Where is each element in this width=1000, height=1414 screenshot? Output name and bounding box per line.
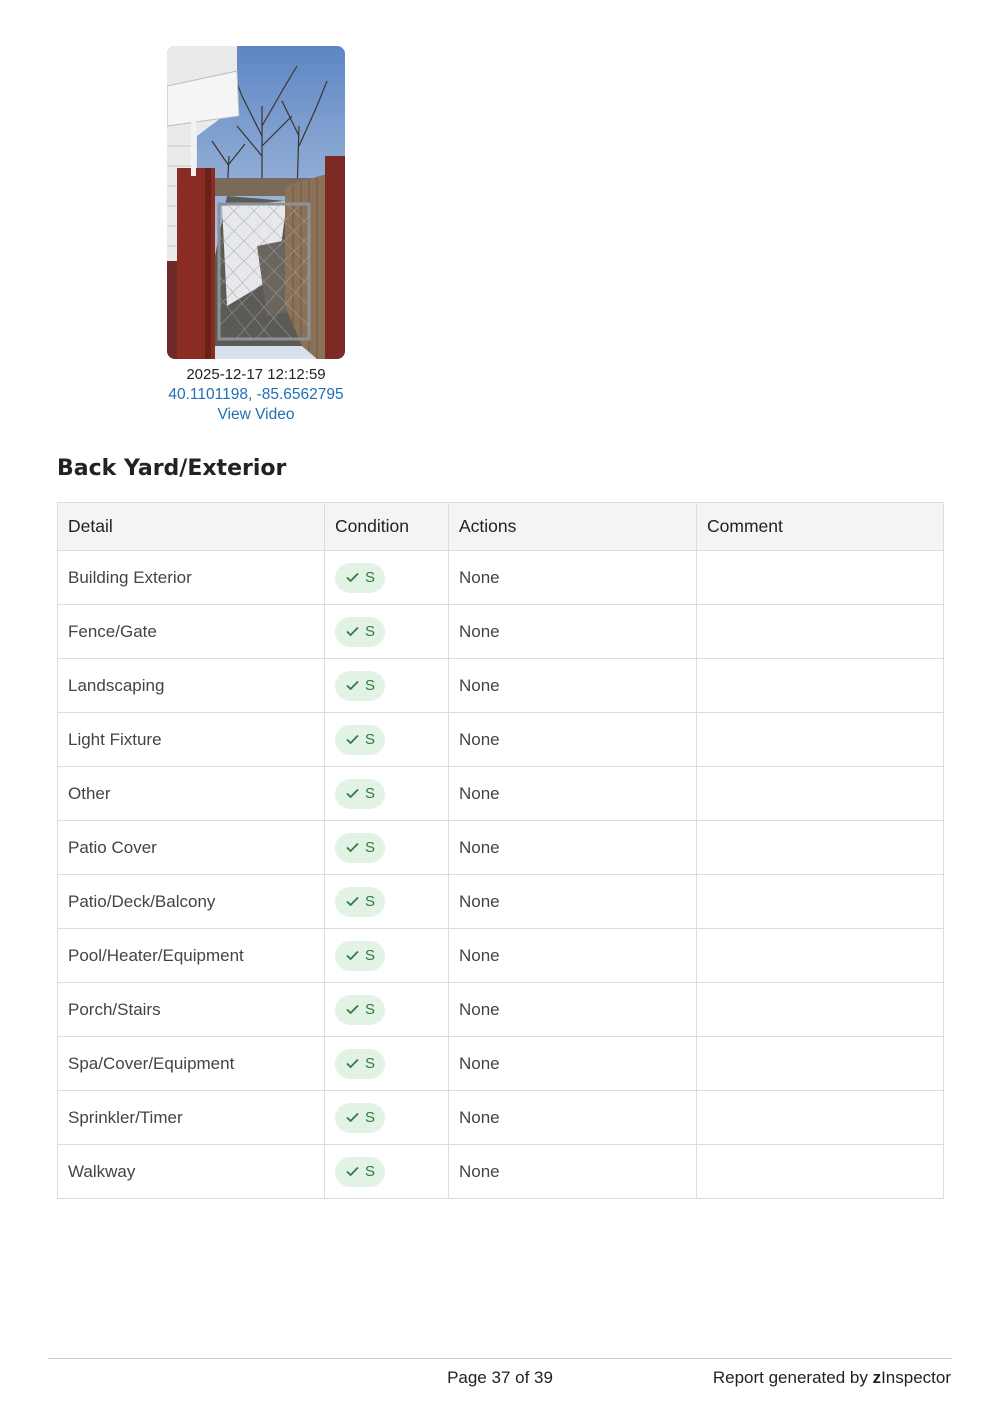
- condition-cell: [325, 551, 449, 605]
- table-row: [58, 983, 944, 1037]
- table-row: [58, 929, 944, 983]
- condition-badge-label: S: [365, 893, 376, 910]
- generated-by-prefix: Report generated by: [712, 1368, 873, 1387]
- actions-cell: None: [449, 1145, 697, 1199]
- comment-cell: [697, 713, 944, 767]
- condition-cell: [325, 605, 449, 659]
- comment-cell: [697, 875, 944, 929]
- condition-badge: [335, 995, 385, 1025]
- brand-rest: Inspector: [881, 1368, 951, 1387]
- comment-cell: [697, 1145, 944, 1199]
- condition-cell: [325, 767, 449, 821]
- condition-badge-label: S: [365, 839, 376, 856]
- page-number: Page 37 of 39: [447, 1368, 553, 1387]
- check-icon: [346, 1112, 359, 1123]
- condition-badge-label: S: [365, 947, 376, 964]
- condition-badge-label: S: [365, 1001, 376, 1018]
- comment-cell: [697, 821, 944, 875]
- detail-cell: Patio/Deck/Balcony: [58, 875, 325, 929]
- detail-cell: Porch/Stairs: [58, 983, 325, 1037]
- detail-cell: Landscaping: [58, 659, 325, 713]
- table-header-row: [58, 503, 944, 551]
- actions-cell: None: [449, 659, 697, 713]
- comment-cell: [697, 1091, 944, 1145]
- actions-cell: None: [449, 713, 697, 767]
- actions-cell: None: [449, 821, 697, 875]
- actions-cell: None: [449, 1037, 697, 1091]
- detail-cell: Sprinkler/Timer: [58, 1091, 325, 1145]
- condition-badge-label: S: [365, 731, 376, 748]
- condition-cell: [325, 1145, 449, 1199]
- condition-badge-label: S: [365, 569, 376, 586]
- condition-badge: [335, 671, 385, 701]
- condition-cell: [325, 929, 449, 983]
- detail-cell: Spa/Cover/Equipment: [58, 1037, 325, 1091]
- condition-badge: [335, 617, 385, 647]
- check-icon: [346, 572, 359, 583]
- generated-by: [713, 1368, 951, 1388]
- check-icon: [346, 950, 359, 961]
- detail-cell: Walkway: [58, 1145, 325, 1199]
- actions-cell: None: [449, 983, 697, 1037]
- check-icon: [346, 788, 359, 799]
- comment-cell: [697, 1037, 944, 1091]
- header-condition: Condition: [325, 503, 449, 551]
- condition-badge-label: S: [365, 677, 376, 694]
- check-icon: [346, 1058, 359, 1069]
- comment-cell: [697, 659, 944, 713]
- condition-cell: [325, 659, 449, 713]
- condition-badge: [335, 887, 385, 917]
- yard-photo[interactable]: [167, 46, 345, 359]
- detail-cell: Other: [58, 767, 325, 821]
- comment-cell: [697, 929, 944, 983]
- photo-coordinates-link[interactable]: 40.1101198, -85.6562795: [168, 386, 344, 403]
- table-row: [58, 605, 944, 659]
- photo-timestamp: 2025-12-17 12:12:59: [186, 366, 326, 383]
- photo-card: [156, 46, 356, 425]
- comment-cell: [697, 983, 944, 1037]
- header-actions: Actions: [449, 503, 697, 551]
- inspection-table: [57, 502, 944, 1199]
- condition-badge: [335, 563, 385, 593]
- header-comment: Comment: [697, 503, 944, 551]
- detail-cell: Fence/Gate: [58, 605, 325, 659]
- table-row: [58, 875, 944, 929]
- table-row: [58, 713, 944, 767]
- check-icon: [346, 734, 359, 745]
- condition-cell: [325, 821, 449, 875]
- detail-cell: Pool/Heater/Equipment: [58, 929, 325, 983]
- detail-cell: Building Exterior: [58, 551, 325, 605]
- condition-badge-label: S: [365, 1055, 376, 1072]
- table-row: [58, 551, 944, 605]
- condition-badge: [335, 1049, 385, 1079]
- brand-bold: z: [872, 1368, 882, 1387]
- condition-badge-label: S: [365, 1109, 376, 1126]
- condition-cell: [325, 1037, 449, 1091]
- table-row: [58, 1037, 944, 1091]
- table-row: [58, 1145, 944, 1199]
- condition-cell: [325, 983, 449, 1037]
- comment-cell: [697, 551, 944, 605]
- actions-cell: None: [449, 767, 697, 821]
- section-title: Back Yard/Exterior: [57, 456, 287, 481]
- actions-cell: None: [449, 605, 697, 659]
- condition-cell: [325, 1091, 449, 1145]
- condition-cell: [325, 713, 449, 767]
- actions-cell: None: [449, 875, 697, 929]
- condition-badge: [335, 779, 385, 809]
- condition-badge-label: S: [365, 1163, 376, 1180]
- condition-badge: [335, 941, 385, 971]
- comment-cell: [697, 767, 944, 821]
- condition-badge: [335, 833, 385, 863]
- check-icon: [346, 680, 359, 691]
- table-row: [58, 659, 944, 713]
- actions-cell: None: [449, 1091, 697, 1145]
- view-video-link[interactable]: View Video: [217, 406, 295, 423]
- condition-badge-label: S: [365, 785, 376, 802]
- table-row: [58, 767, 944, 821]
- comment-cell: [697, 605, 944, 659]
- condition-badge: [335, 1103, 385, 1133]
- condition-cell: [325, 875, 449, 929]
- check-icon: [346, 842, 359, 853]
- check-icon: [346, 1166, 359, 1177]
- detail-cell: Patio Cover: [58, 821, 325, 875]
- table-body: [58, 551, 944, 1199]
- check-icon: [346, 896, 359, 907]
- header-detail: Detail: [58, 503, 325, 551]
- condition-badge-label: S: [365, 623, 376, 640]
- condition-badge: [335, 1157, 385, 1187]
- check-icon: [346, 1004, 359, 1015]
- actions-cell: None: [449, 551, 697, 605]
- table-row: [58, 821, 944, 875]
- condition-badge: [335, 725, 385, 755]
- detail-cell: Light Fixture: [58, 713, 325, 767]
- table-row: [58, 1091, 944, 1145]
- check-icon: [346, 626, 359, 637]
- actions-cell: None: [449, 929, 697, 983]
- footer-divider: [48, 1358, 952, 1359]
